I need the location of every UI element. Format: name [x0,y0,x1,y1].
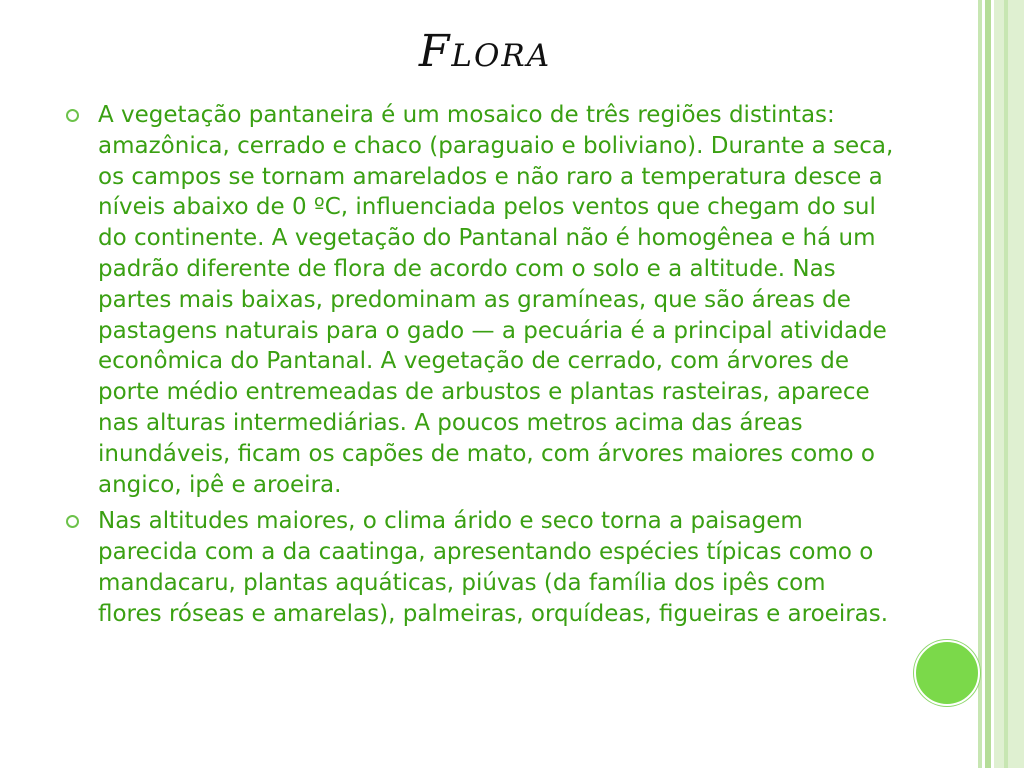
bullet-circle-icon [66,515,79,528]
bullet-item [64,100,894,500]
decorative-green-circle [914,640,980,706]
decorative-stripe [978,0,982,768]
bullet-text: Nas altitudes maiores, o clima árido e seco torna a paisagem parecida com a da caatinga, apresentando espécies típicas como o mandacaru, plantas aquáticas, piúvas (da família dos ipês com flores róseas e amarelas), palmeiras, orquídeas, figueiras e aroeiras. [98,508,889,627]
bullet-circle-icon [66,109,79,122]
decorative-stripe [985,0,991,768]
slide-title: Flora [418,26,552,77]
bullet-list [64,100,894,636]
bullet-text: A vegetação pantaneira é um mosaico de três regiões distintas: amazônica, cerrado e chaco (paraguaio e boliviano). Durante a seca, os campos se tornam amarelados e não raro a temperatura desce a níveis abaixo de 0 ºC, influenciada pelos ventos que chegam do sul do continente. A vegetação do Pantanal não é homogênea e há um padrão diferente de flora de acordo com o solo e a altitude. Nas partes mais baixas, predominam as gramíneas, que são áreas de pastagens naturais para o gado — a pecuária é a principal atividade econômica do Pantanal. A vegetação de cerrado, com árvores de porte médio entremeadas de arbustos e plantas rasteiras, aparece nas alturas intermediárias. A poucos metros acima das áreas inundáveis, ficam os capões de mato, com árvores maiores como o angico, ipê e aroeira. [98,102,894,498]
decorative-stripe [1004,0,1008,768]
decorative-stripe [994,0,1024,768]
bullet-item [64,506,894,629]
